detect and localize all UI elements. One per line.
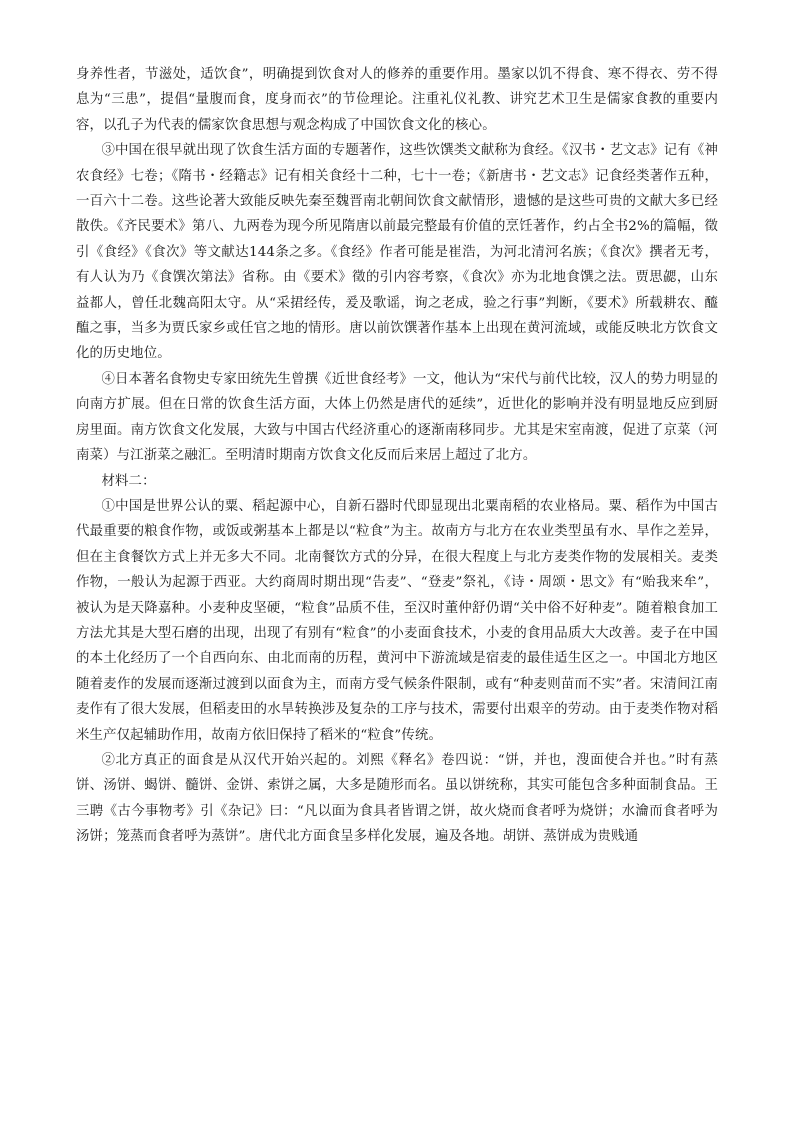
material-2-paragraph-1: ①中国是世界公认的粟、稻起源中心，自新石器时代即显现出北粟南稻的农业格局。粟、稻作为中国古代最重要的粮食作物，或饭或粥基本上都是以“粒食”为主。故南方与北方在农业类型虽有水、旱作之差异，但在主食餐饮方式上并无多大不同。北南餐饮方式的分异，在很大程度上与北方麦类作物的发展相关。麦类作物，一般认为起源于西亚。大约商周时期出现“告麦”、“登麦”祭礼，《诗・周颂・思文》有“贻我来牟”，被认为是天降嘉种。小麦种皮坚硬，“粒食”品质不佳，至汉时董仲舒仍谓“关中俗不好种麦”。随着粮食加工方法尤其是大型石磨的出现，出现了有别有“粒食”的小麦面食技术，小麦的食用品质大大改善。麦子在中国的本土化经历了一个自西向东、由北而南的历程，黄河中下游流域是宿麦的最佳适生区之一。中国北方地区随着麦作的发展而逐渐过渡到以面食为主，而南方受气候条件限制，或有“种麦则苗而不实”者。宋清间江南麦作有了很大发展，但稻麦田的水旱转换涉及复杂的工序与技术，需要付出艰辛的劳动。由于麦类作物对稻米生产仅起辅助作用，故南方依旧保持了稻米的“粒食”传统。 — [76, 498, 718, 743]
document-body — [76, 62, 718, 850]
paragraph-4: ④日本著名食物史专家田统先生曾撰《近世食经考》一文，他认为“宋代与前代比较，汉人的势力明显的向南方扩展。但在日常的饮食生活方面，大体上仍然是唐代的延续”，近世化的影响并没有明显地反应到厨房里面。南方饮食文化发展，大致与中国古代经济重心的逐渐南移同步。尤其是宋室南渡，促进了京菜（河南菜）与江浙菜之融汇。至明清时期南方饮食文化反而后来居上超过了北方。 — [76, 371, 718, 464]
material-2-heading: 材料二： — [101, 473, 156, 489]
paragraph-continued: 身养性者，节滋处，适饮食”，明确提到饮食对人的修养的重要作用。墨家以饥不得食、寒不得衣、劳不得息为“三患”，提倡“量腹而食，度身而衣”的节俭理论。注重礼仪礼教、讲究艺术卫生是儒家食教的重要内容，以孔子为代表的儒家饮食思想与观念构成了中国饮食文化的核心。 — [76, 67, 718, 133]
material-2-paragraph-2: ②北方真正的面食是从汉代开始兴起的。刘熙《释名》卷四说：“饼，并也，溲面使合并也。”时有蒸饼、汤饼、蝎饼、髓饼、金饼、索饼之属，大多是随形而名。虽以饼统称，其实可能包含多种面制食品。王三聘《古今事物考》引《杂记》曰：“凡以面为食具者皆谓之饼，故火烧而食者呼为烧饼；水瀹而食者呼为汤饼；笼蒸而食者呼为蒸饼”。唐代北方面食呈多样化发展，遍及各地。胡饼、蒸饼成为贵贱通 — [76, 752, 718, 845]
paragraph-3: ③中国在很早就出现了饮食生活方面的专题著作，这些饮馔类文献称为食经。《汉书・艺文志》记有《神农食经》七卷；《隋书・经籍志》记有相关食经十二种，七十一卷；《新唐书・艺文志》记食经类著作五种，一百六十二卷。这些论著大致能反映先秦至魏晋南北朝间饮食文献情形，遗憾的是这些可贵的文献大多已经散佚。《齐民要术》第八、九两卷为现今所见隋唐以前最完整最有价值的烹饪著作，约占全书2%的篇幅，徵引《食经》《食次》等文献达144条之多。《食经》作者可能是崔浩，为河北清河名族；《食次》撰者无考，有人认为乃《食馔次第法》省称。由《要术》徵的引内容考察，《食次》亦为北地食馔之法。贾思勰，山东益都人，曾任北魏高阳太守。从“采捃经传，爰及歌谣，询之老成，验之行事”判断，《要术》所载耕农、醯醢之事，当多为贾氏家乡或任官之地的情形。唐以前饮馔著作基本上出现在黄河流域，或能反映北方饮食文化的历史地位。 — [76, 143, 718, 362]
